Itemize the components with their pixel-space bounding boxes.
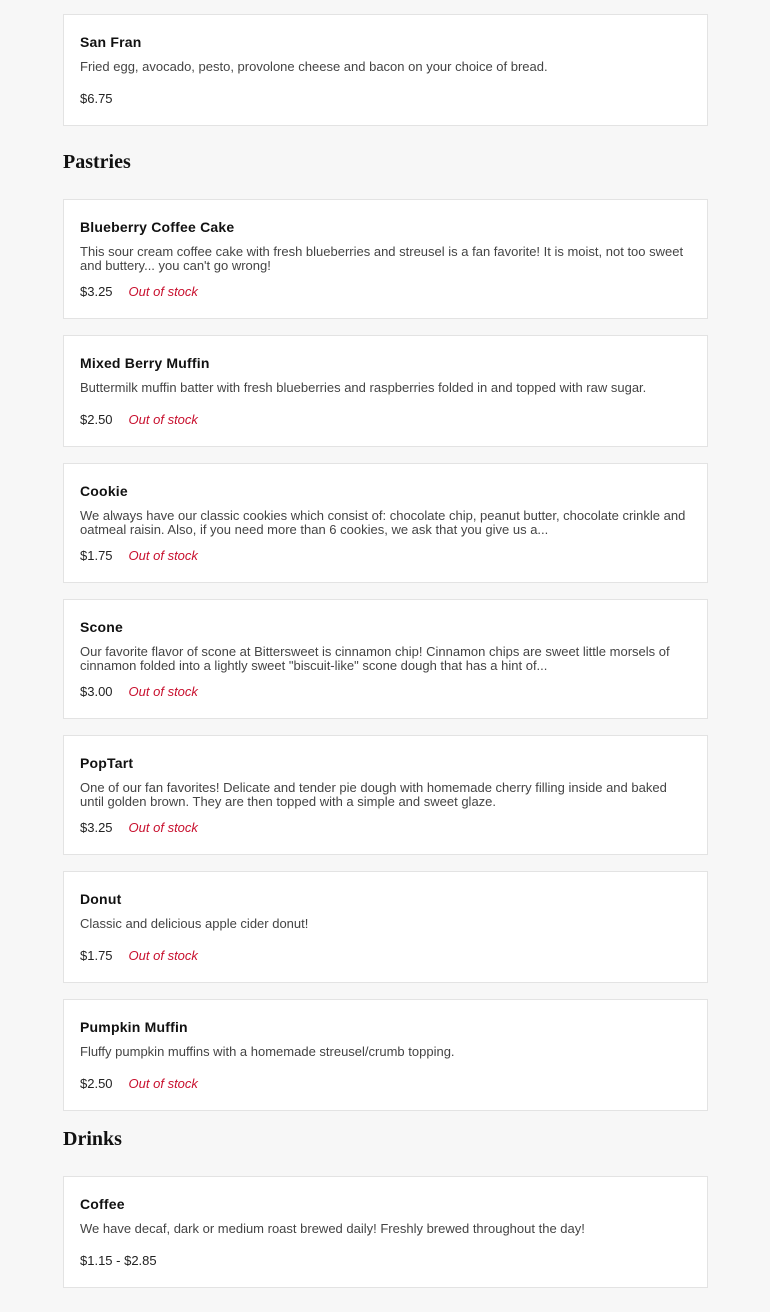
item-description: Buttermilk muffin batter with fresh blueberries and raspberries folded in and topped with raw sugar. xyxy=(80,381,647,395)
out-of-stock-label: Out of stock xyxy=(128,412,198,427)
section-title-drinks: Drinks xyxy=(63,1128,122,1150)
section-title-pastries: Pastries xyxy=(63,151,131,173)
item-name: Pumpkin Muffin xyxy=(80,1019,188,1035)
item-price: $2.50 xyxy=(80,412,113,427)
item-price: $1.75 xyxy=(80,948,113,963)
item-description: This sour cream coffee cake with fresh blueberries and streusel is a fan favorite! It is moist, not too sweet and buttery... you can't go wrong! xyxy=(80,245,684,273)
item-price: $3.00 xyxy=(80,684,113,699)
menu-list xyxy=(63,14,708,1304)
item-description: Fluffy pumpkin muffins with a homemade streusel/crumb topping. xyxy=(80,1045,455,1059)
item-name: Mixed Berry Muffin xyxy=(80,355,210,371)
out-of-stock-label: Out of stock xyxy=(128,948,198,963)
menu-item-cookie[interactable] xyxy=(63,463,708,583)
item-price: $3.25 xyxy=(80,284,113,299)
item-name: Cookie xyxy=(80,483,128,499)
item-price: $6.75 xyxy=(80,91,113,106)
item-name: Blueberry Coffee Cake xyxy=(80,219,235,235)
item-price: $2.50 xyxy=(80,1076,113,1091)
menu-item-mixed-berry-muffin[interactable] xyxy=(63,335,708,447)
out-of-stock-label: Out of stock xyxy=(128,684,198,699)
item-price: $1.15 - $2.85 xyxy=(80,1253,157,1268)
item-description: We have decaf, dark or medium roast brewed daily! Freshly brewed throughout the day! xyxy=(80,1222,585,1236)
item-description: Classic and delicious apple cider donut! xyxy=(80,917,309,931)
item-description: Fried egg, avocado, pesto, provolone cheese and bacon on your choice of bread. xyxy=(80,60,548,74)
item-price: $1.75 xyxy=(80,548,113,563)
menu-item-donut[interactable] xyxy=(63,871,708,983)
out-of-stock-label: Out of stock xyxy=(128,1076,198,1091)
menu-item-coffee[interactable] xyxy=(63,1176,708,1288)
item-name: Donut xyxy=(80,891,122,907)
item-price: $3.25 xyxy=(80,820,113,835)
menu-item-scone[interactable] xyxy=(63,599,708,719)
item-name: Scone xyxy=(80,619,124,635)
out-of-stock-label: Out of stock xyxy=(128,284,198,299)
menu-item-pumpkin-muffin[interactable] xyxy=(63,999,708,1111)
item-name: PopTart xyxy=(80,755,134,771)
out-of-stock-label: Out of stock xyxy=(128,820,198,835)
item-description: Our favorite flavor of scone at Bittersweet is cinnamon chip! Cinnamon chips are sweet little morsels of cinnamon folded into a lightly sweet "biscuit-like" scone dough that has a hint of... xyxy=(80,645,670,673)
menu-item-poptart[interactable] xyxy=(63,735,708,855)
out-of-stock-label: Out of stock xyxy=(128,548,198,563)
item-description: We always have our classic cookies which consist of: chocolate chip, peanut butter, chocolate crinkle and oatmeal raisin. Also, if you need more than 6 cookies, we ask that you give us a... xyxy=(80,509,686,537)
item-name: Coffee xyxy=(80,1196,125,1212)
menu-item-san-fran[interactable] xyxy=(63,14,708,126)
item-name: San Fran xyxy=(80,34,142,50)
menu-item-blueberry-coffee-cake[interactable] xyxy=(63,199,708,319)
item-description: One of our fan favorites! Delicate and tender pie dough with homemade cherry filling inside and baked until golden brown. They are then topped with a simple and sweet glaze. xyxy=(80,781,667,809)
